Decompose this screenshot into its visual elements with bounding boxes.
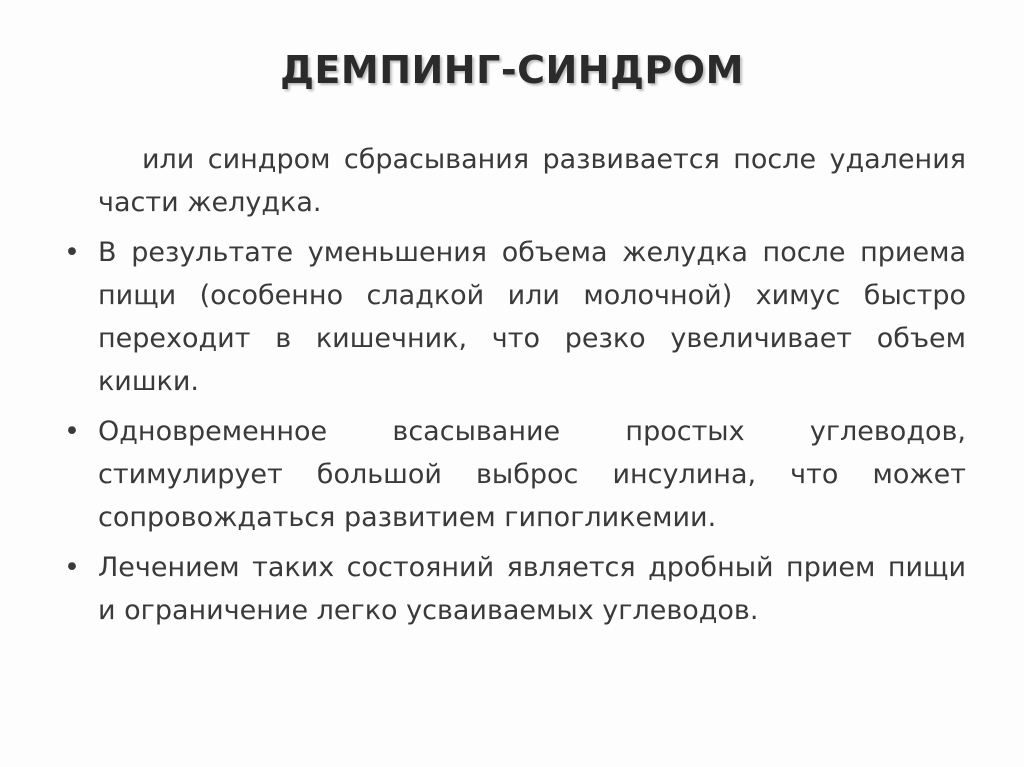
bullet-text-2: Одновременное всасывание простых углеводов, стимулирует большой выброс инсулина, что может сопровождаться развитием гипогликемии. [98,416,966,533]
intro-text: или синдром сбрасывания развивается после удаления части желудка. [98,144,966,218]
bullet-text-1: В результате уменьшения объема желудка после приема пищи (особенно сладкой или молочной) химус быстро переходит в кишечник, что резко увеличивает объем кишки. [98,237,966,397]
bullet-item-1 [62,231,966,403]
intro-paragraph [62,138,966,224]
slide-title: ДЕМПИНГ-СИНДРОМ [280,48,744,92]
bullet-text-3: Лечением таких состояний является дробный прием пищи и ограничение легко усваиваемых углеводов. [98,552,966,626]
slide-body [62,138,966,639]
bullet-icon: • [64,416,80,447]
bullet-icon: • [64,552,80,583]
bullet-icon: • [64,237,80,268]
bullet-item-2 [62,410,966,539]
bullet-item-3 [62,546,966,632]
